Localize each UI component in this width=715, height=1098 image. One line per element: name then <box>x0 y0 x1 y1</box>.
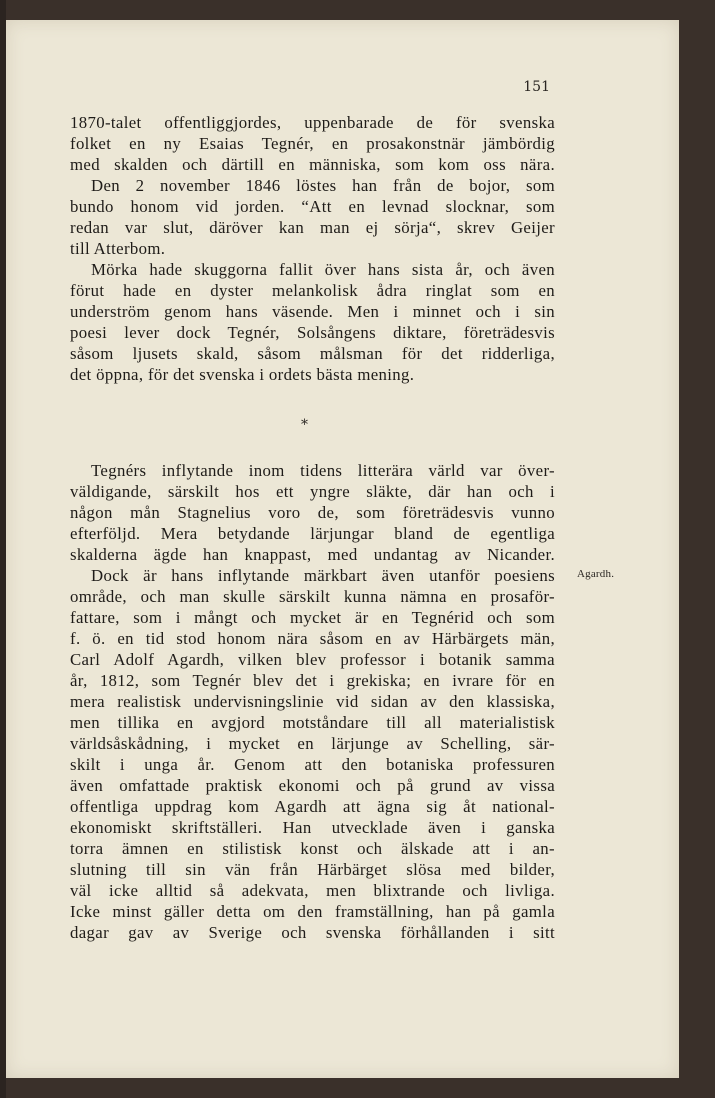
text-line: såsom ljusets skald, såsom målsman för det ridderliga, <box>70 344 555 363</box>
page-number: 151 <box>523 79 550 95</box>
text-line: redan var slut, däröver kan man ej sörja“, skrev Geijer <box>70 218 555 237</box>
text-section-1 <box>70 112 555 385</box>
text-line: område, och man skulle särskilt kunna nämna en prosaför- <box>70 587 555 606</box>
text-line: fattare, som i mångt och mycket är en Tegnérid och som <box>70 608 555 627</box>
text-line: f. ö. en tid stod honom nära såsom en av Härbärgets män, <box>70 629 555 648</box>
text-line: Mörka hade skuggorna fallit över hans sista år, och även <box>91 260 555 279</box>
text-line: mera realistisk undervisningslinie vid sidan av den klassiska, <box>70 692 555 711</box>
text-line: Den 2 november 1846 löstes han från de bojor, som <box>91 176 555 195</box>
text-line: det öppna, för det svenska i ordets bästa mening. <box>70 365 415 384</box>
text-line: även omfattade praktisk ekonomi och på grund av vissa <box>70 776 555 795</box>
text-line: folket en ny Esaias Tegnér, en prosakonstnär jämbördig <box>70 134 555 153</box>
text-line: men tillika en avgjord motståndare till all materialistisk <box>70 713 555 732</box>
text-line: efterföljd. Mera betydande lärjungar bland de egentliga <box>70 524 555 543</box>
text-line: Carl Adolf Agardh, vilken blev professor i botanik samma <box>70 650 555 669</box>
text-line: med skalden och därtill en människa, som kom oss nära. <box>70 155 555 174</box>
text-line: väl icke alltid så adekvata, men blixtrande och livliga. <box>70 881 555 900</box>
text-line: till Atterbom. <box>70 239 166 258</box>
text-line: offentliga uppdrag kom Agardh att ägna sig åt national- <box>70 797 555 816</box>
book-page <box>6 20 679 1078</box>
text-line: bundo honom vid jorden. “Att en levnad slocknar, som <box>70 197 555 216</box>
text-line: dagar gav av Sverige och svenska förhållanden i sitt <box>70 923 555 942</box>
text-line: skilt i unga år. Genom att den botaniska professuren <box>70 755 555 774</box>
text-line: år, 1812, som Tegnér blev det i grekiska; en ivrare för en <box>70 671 555 690</box>
text-line: underström genom hans väsende. Men i minnet och i sin <box>70 302 555 321</box>
text-line: Tegnérs inflytande inom tidens litterära värld var över- <box>91 461 555 480</box>
text-line: torra ämnen en stilistisk konst och älskade att i an- <box>70 839 555 858</box>
text-line: skalderna ägde han knappast, med undantag av Nicander. <box>70 545 555 564</box>
text-line: poesi lever dock Tegnér, Solsångens diktare, företrädesvis <box>70 323 555 342</box>
text-line: världsåskådning, i mycket en lärjunge av Schelling, sär- <box>70 734 555 753</box>
text-line: ekonomiskt skriftställeri. Han utvecklade även i ganska <box>70 818 555 837</box>
text-line: Dock är hans inflytande märkbart även utanför poesiens <box>91 566 555 585</box>
text-line: slutning till sin vän från Härbärget slösa med bilder, <box>70 860 555 879</box>
text-line: förut hade en dyster melankolisk ådra ringlat som en <box>70 281 555 300</box>
section-separator: * <box>301 417 308 433</box>
margin-note: Agardh. <box>577 568 615 580</box>
text-line: Icke minst gäller detta om den framställning, han på gamla <box>70 902 555 921</box>
text-line: 1870-talet offentliggjordes, uppenbarade de för svenska <box>70 113 555 132</box>
text-line: någon mån Stagnelius voro de, som företrädesvis vunno <box>70 503 555 522</box>
text-line: väldigande, särskilt hos ett yngre släkte, där han och i <box>70 482 555 501</box>
text-section-2 <box>70 460 555 943</box>
